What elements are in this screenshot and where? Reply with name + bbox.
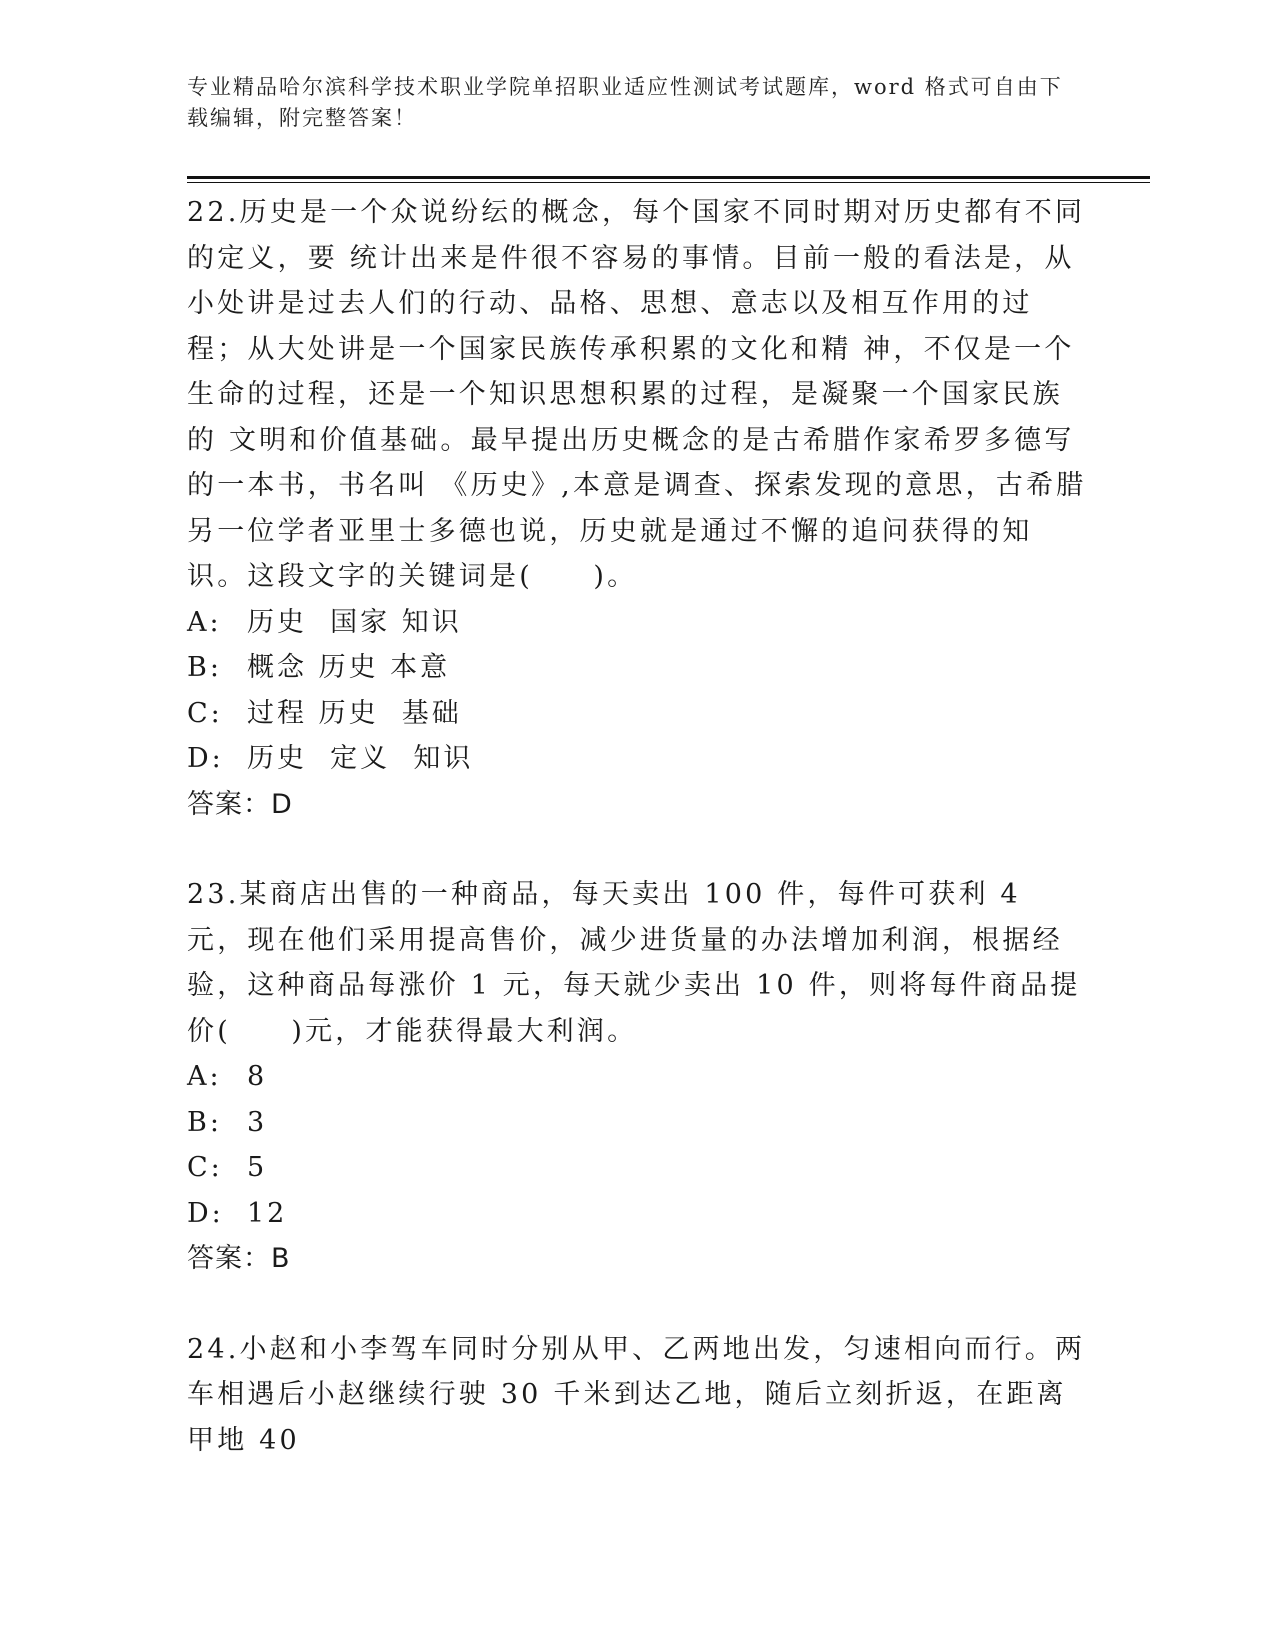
option-text: 历史 国家 知识 [247,606,462,638]
question-list [187,190,1087,1463]
spacer [187,827,1087,872]
option-letter: A: [187,606,222,638]
option-text: 过程 历史 基础 [247,697,462,729]
header-rule-thin [187,182,1150,183]
option-c [187,691,1087,737]
question-22 [187,190,1087,827]
option-letter: C: [187,697,223,729]
question-24 [187,1327,1087,1464]
option-letter: A: [187,1061,222,1092]
option-b [187,645,1087,691]
option-letter: D: [187,1197,224,1229]
option-b [187,1100,1087,1146]
option-text: 8 [247,1061,268,1092]
question-text: 23.某商店出售的一种商品，每天卖出 100 件，每件可获利 4 元，现在他们采用提高售价，减少进货量的办法增加利润，根据经验，这种商品每涨价 1 元，每天就少卖出 10 件，则将每件商品提价( )元，才能获得最大利润。 [187,879,1081,1047]
option-text: 5 [247,1152,268,1183]
question-text: 22.历史是一个众说纷纭的概念，每个国家不同时期对历史都有不同的定义，要 统计出来是件很不容易的事情。目前一般的看法是，从小处讲是过去人们的行动、品格、思想、意志以及相互作用的过程；从大处讲是一个国家民族传承积累的文化和精 神，不仅是一个生命的过程，还是一个知识思想积累的过程，是凝聚一个国家民族的 文明和价值基础。最早提出历史概念的是古希腊作家希罗多德写的一本书，书名叫 《历史》,本意是调查、探索发现的意思，古希腊另一位学者亚里士多德也说，历史就是通过不懈的追问获得的知识。这段文字的关键词是( )。 [187,197,1087,592]
option-text: 历史 定义 知识 [247,743,474,774]
option-a [187,600,1087,646]
header-rule-thick [187,176,1150,179]
option-letter: C: [187,1152,223,1183]
question-23 [187,872,1087,1282]
document-header: 专业精品哈尔滨科学技术职业学院单招职业适应性测试考试题库，word 格式可自由下载编辑，附完整答案！ [187,75,1063,130]
option-text: 3 [247,1106,268,1138]
option-c [187,1145,1087,1191]
option-d [187,736,1087,782]
spacer [187,1282,1087,1327]
option-d [187,1191,1087,1237]
option-text: 概念 历史 本意 [247,652,451,683]
option-letter: D: [187,743,224,774]
option-a [187,1054,1087,1100]
option-letter: B: [187,652,222,683]
option-text: 12 [247,1197,288,1229]
option-letter: B: [187,1106,222,1138]
question-text: 24.小赵和小李驾车同时分别从甲、乙两地出发，匀速相向而行。两车相遇后小赵继续行驶 30 千米到达乙地，随后立刻折返，在距离甲地 40 [187,1333,1086,1456]
answer-line: 答案：B [187,1243,291,1274]
answer-line: 答案：D [187,788,293,820]
